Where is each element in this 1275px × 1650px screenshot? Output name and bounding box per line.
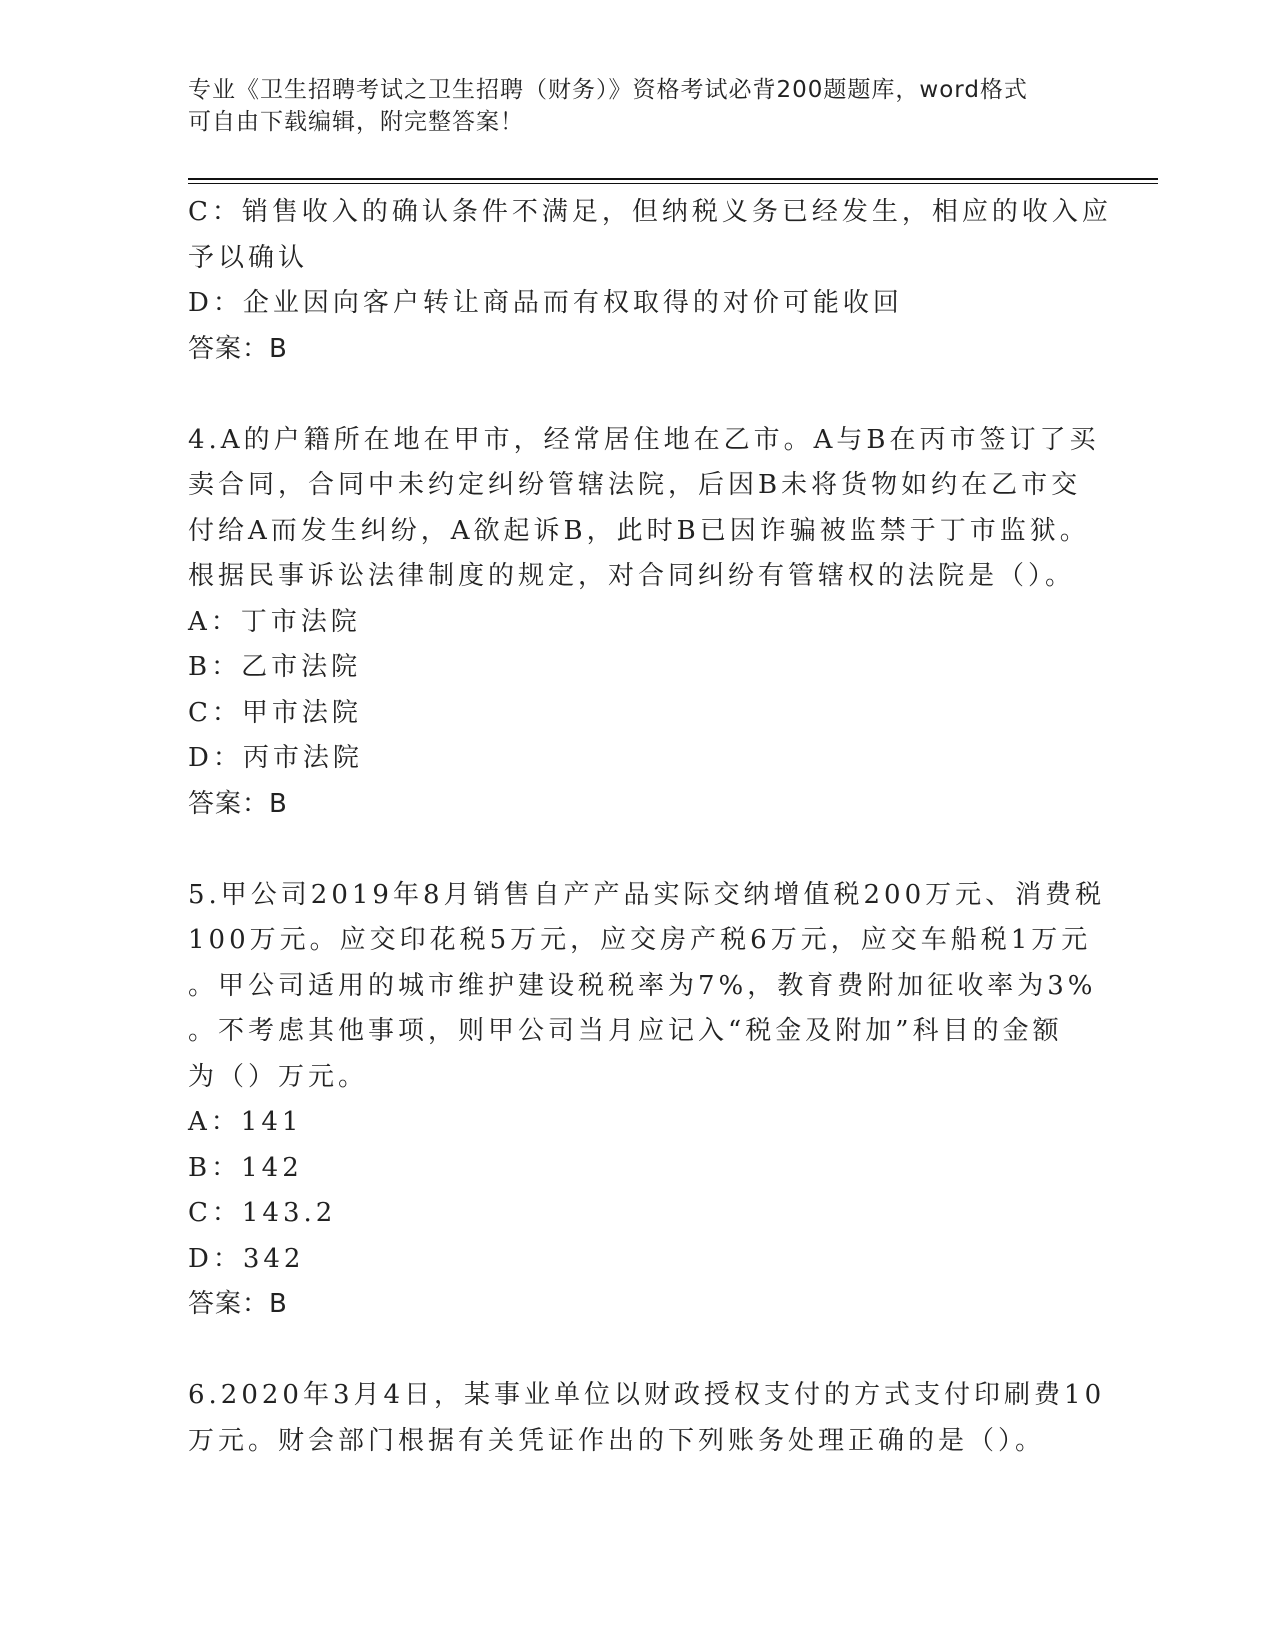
question-3-tail <box>188 190 1112 372</box>
q5-stem-line-5: 为（）万元。 <box>188 1061 369 1092</box>
header-divider-thin <box>188 183 1158 184</box>
header-title-line-2: 可自由下载编辑，附完整答案！ <box>188 109 524 135</box>
q4-stem-line-1: 4.A的户籍所在地在甲市，经常居住地在乙市。A与B在丙市签订了买 <box>188 424 1100 455</box>
q5-option-c: C：143.2 <box>188 1198 337 1228</box>
q4-stem-line-2: 卖合同，合同中未约定纠纷管辖法院，后因B未将货物如约在乙市交 <box>188 470 1082 500</box>
document-body <box>188 190 1112 1464</box>
q4-stem-line-4: 根据民事诉讼法律制度的规定，对合同纠纷有管辖权的法院是（）。 <box>188 561 1076 591</box>
spacer <box>188 1328 1078 1374</box>
q5-stem-line-1: 5.甲公司2019年8月销售自产产品实际交纳增值税200万元、消费税 <box>188 879 1106 910</box>
q5-option-a: A：141 <box>188 1107 303 1137</box>
q6-stem-line-1: 6.2020年3月4日，某事业单位以财政授权支付的方式支付印刷费10 <box>188 1380 1106 1410</box>
q3-answer: 答案：B <box>188 333 288 364</box>
question-4 <box>188 418 1100 828</box>
q3-option-c-line-1: C：销售收入的确认条件不满足，但纳税义务已经发生，相应的收入应 <box>188 197 1112 227</box>
q4-option-c: C：甲市法院 <box>188 697 362 728</box>
q4-option-d: D：丙市法院 <box>188 743 363 773</box>
question-5 <box>188 873 1106 1328</box>
q5-option-d: D：342 <box>188 1243 305 1274</box>
q3-option-d: D：企业因向客户转让商品而有权取得的对价可能收回 <box>188 288 903 318</box>
q5-answer: 答案：B <box>188 1289 288 1319</box>
q6-stem-line-2: 万元。财会部门根据有关凭证作出的下列账务处理正确的是（）。 <box>188 1425 1046 1456</box>
header-title-line-1: 专业《卫生招聘考试之卫生招聘（财务）》资格考试必背200题题库，word格式 <box>188 77 1028 103</box>
spacer <box>188 372 1078 418</box>
q5-stem-line-2: 100万元。应交印花税5万元，应交房产税6万元，应交车船税1万元 <box>188 925 1092 955</box>
q4-option-b: B：乙市法院 <box>188 652 362 682</box>
q5-stem-line-4: 。不考虑其他事项，则甲公司当月应记入“税金及附加”科目的金额 <box>188 1016 1063 1046</box>
spacer <box>188 827 1078 873</box>
q3-option-c-line-2: 予以确认 <box>188 242 309 273</box>
q4-answer: 答案：B <box>188 788 288 819</box>
q4-stem-line-3: 付给A而发生纠纷，A欲起诉B，此时B已因诈骗被监禁于丁市监狱。 <box>188 515 1090 546</box>
question-6 <box>188 1373 1106 1464</box>
document-header <box>188 74 1068 138</box>
q4-option-a: A：丁市法院 <box>188 606 361 637</box>
header-divider-thick <box>188 178 1158 180</box>
q5-option-b: B：142 <box>188 1152 303 1183</box>
q5-stem-line-3: 。甲公司适用的城市维护建设税税率为7%，教育费附加征收率为3% <box>188 970 1097 1001</box>
